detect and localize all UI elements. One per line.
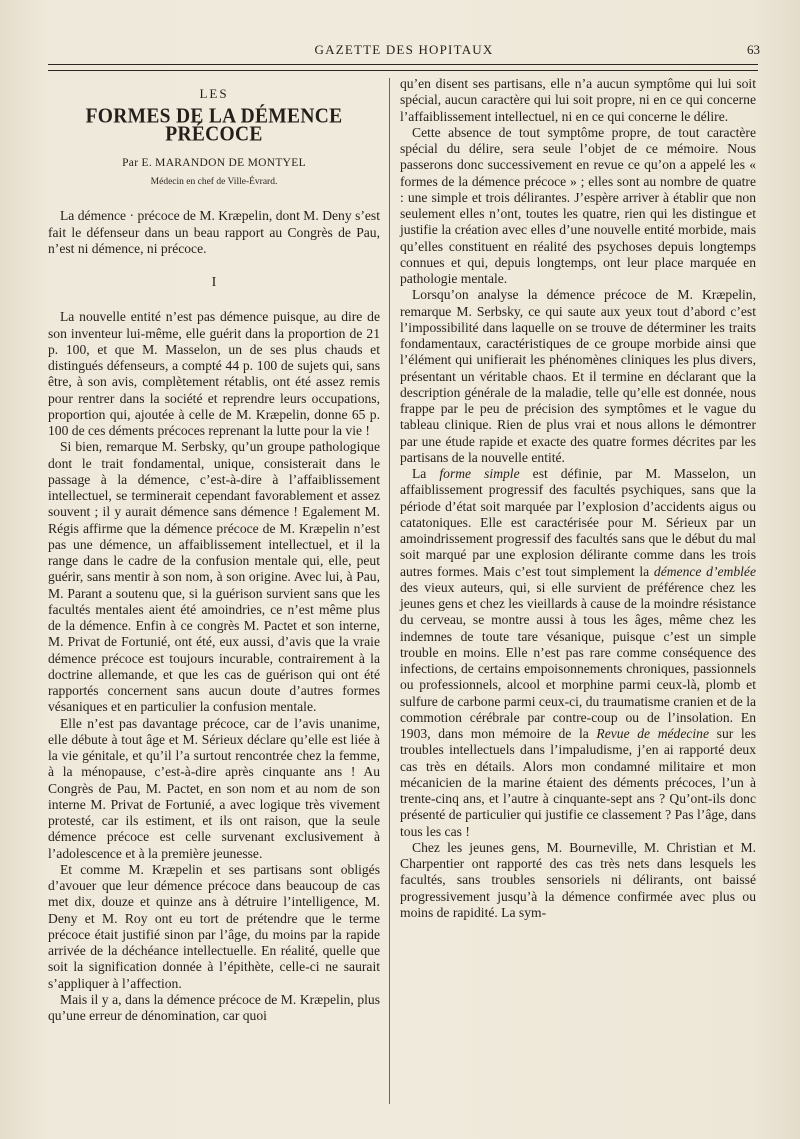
header-double-rule xyxy=(48,64,758,71)
italic-term: forme simple xyxy=(439,466,520,481)
author-role: Médecin en chef de Ville-Évrard. xyxy=(150,177,278,187)
italic-term: démence d’emblée xyxy=(653,563,756,579)
article-kicker: LES xyxy=(199,86,229,101)
paragraph: Mais il y a, dans la démence précoce de M. Kræpelin, plus qu’une erreur de dénomination, car quoi xyxy=(48,991,380,1023)
paragraph: Si bien, remarque M. Serbsky, qu’un groupe pathologique dont le trait fondamental, unique, consisterait dans le passage à la démence, c’est-à-dire à l’affaiblissement intellectuel, se terminerait cependant favorablement et assez souvent ; il y aurait démence sans démence ! Egalement M. Régis affirme que la démence précoce de M. Kræpelin n’est pas une démence, un affaiblissement intellectuel, et il la range dans le cadre de la confusion mentale qui, elle, peut guérir, sans mentir à son nom, à son origine. Avec lui, à Pau, M. Parant a soutenu que, si la guérison survient sans que les facultés mentales aient été amoindries, ce n’est même plus de la démence. Enfin à ce congrès M. Pactet et son interne, M. Privat de Fortunié, ont été, eux aussi, d’avis que la vraie démence précoce est toujours incurable, contrairement à la doctrine allemande, et que les cas de guérison qui ont été rapportés concernent sans aucun doute d’autres formes vésaniques et en particulier la confusion mentale. xyxy=(48,439,380,715)
column-divider xyxy=(389,78,390,1104)
text-run: est définie, par M. Masselon, un affaiblissement progressif des facultés psychiques, sans que la période d’état soit marquée par l’explosion d’accidents aigus ou catatoniques. Elle est caractérisée pour M. Sérieux par un amoindrissement progressif des facultés sans que le début du mal soit marqué par une explosion délirante comme dans les trois autres formes. Mais c’est tout simplement la xyxy=(400,466,756,579)
section-number: I xyxy=(211,275,217,290)
paragraph: Chez les jeunes gens, M. Bourneville, M. Christian et M. Charpentier ont rapporté des cas très nets dans lesquels les facultés, sans troubles sensoriels ni délirants, ont baissé progressivement jusqu’à la démence confirmée avec plus ou moins de rapidité. La sym- xyxy=(400,839,756,920)
running-head xyxy=(48,40,760,60)
paragraph: Lorsqu’on analyse la démence précoce de M. Kræpelin, remarque M. Serbsky, ce qui saute aux yeux tout d’abord c’est l’impossibilité dans laquelle on se trouve de déterminer les traits fondamentaux, caractéristiques de ce groupe morbide ainsi que l’élément qui unifierait les phénomènes cliniques les plus divers, présentant un véritable chaos. Et il termine en déclarant que la description générale de la maladie, telle qu’elle est donnée, nous frappe par le peu de précision des symptômes et le vague du tableau clinique. Rien de plus vrai et nous allons le démontrer par une étude rapide et exacte des quatre formes décrites par les partisans de la nouvelle entité. xyxy=(400,287,756,465)
journal-title: GAZETTE DES HOPITAUX xyxy=(314,42,494,57)
article-byline: Par E. MARANDON DE MONTYEL xyxy=(122,156,306,169)
text-run: sur les troubles intellectuels dans l’impaludisme, j’en ai rapporté deux cas très en détails. Alors mon condamné militaire et mon mécanicien de la marine étaient des déments précoces, l’un à trente-cinq ans, et l’autre à cinquante-sept ans ? Qu’ont-ils donc présenté de particulier qui justifie ce classement ? Pas l’âge, dans tous les cas ! xyxy=(400,726,757,839)
paragraph: Cette absence de tout symptôme propre, de tout caractère spécial du délire, sera seule l’objet de ce mémoire. Nous passerons donc successivement en revue ce qu’on a appelé les « formes de la démence précoce » ; elles sont au nombre de quatre : une simple et trois délirantes. J’espère arriver à établir que non seulement elles n’ont, toutes les quatre, rien qui les distingue et justifie la création avec elles d’une nouvelle entité morbide, mais qu’elles constituent en réalité des psychoses depuis longtemps connues et qui, depuis longtemps, ont leur place marquée en pathologie mentale. xyxy=(400,124,756,286)
paragraph: qu’en disent ses partisans, elle n’a aucun symptôme qui lui soit spécial, aucun caractère qui lui soit propre, ni en ce qui concerne l’affaiblissement intellectuel, ni en ce qui concerne le délire. xyxy=(400,76,756,124)
article-title: FORMES DE LA DÉMENCE PRÉCOCE xyxy=(85,105,343,147)
page-number: 63 xyxy=(747,42,760,57)
paragraph: Et comme M. Kræpelin et ses partisans sont obligés d’avouer que leur démence précoce dans beaucoup de cas met dix, douze et quinze ans à détruire l’intelligence, M. Deny et M. Roy ont eu tort de prétendre que le terme précoce était justifié sinon par l’âge, du moins par la rapide arrivée de la déchéance intellectuelle. En réalité, quelle que soit la signification donnée à l’épithète, celle-ci ne saurait s’appliquer à l’affection. xyxy=(48,861,380,991)
paragraph: La nouvelle entité n’est pas démence puisque, au dire de son inventeur lui-même, elle guérit dans la proportion de 21 p. 100, et que M. Masselon, un de ses plus chauds et distingués défenseurs, a compté 44 p. 100 de sujets qui, sans être, à son avis, complètement rétablis, ont été assez remis pour rentrer dans la société et reprendre leurs occupations, proportion qui, ajoutée à celle de M. Kræpelin, donne 65 p. 100 de ces déments précoces reprenant la lutte pour la vie ! xyxy=(48,309,380,438)
italic-journal-title: Revue de médecine xyxy=(596,726,710,741)
paragraph: Elle n’est pas davantage précoce, car de l’avis unanime, elle débute à tout âge et M. Sérieux déclare qu’elle est liée à la vie génitale, et qu’il l’a surtout rencontrée chez la femme, à la ménopause, c’est-à-dire après cinquante ans ! Au Congrès de Pau, M. Pactet, en son nom et au nom de son interne M. Privat de Fortunié, a avec logique très vivement protesté, car ils estiment, et ils ont raison, que la seule démence précoce est celle survenant exclusivement à l’adolescence et à la première jeunesse. xyxy=(48,715,380,861)
left-column xyxy=(48,76,380,1024)
text-run: La xyxy=(412,466,440,481)
paragraph-forme-simple xyxy=(400,466,756,840)
text-run: des vieux auteurs, qui, si elle survient de préférence chez les jeunes gens et chez les vieillards à cause de la moindre résistance du cerveau, se montre aussi à tous les âges, même chez les indemnes de toute tare vésanique, puisque c’est un simple trouble en moins. Elle n’est pas rare comme conséquence des infections, de certains empoisonnements chroniques, passionnels ou professionnels, alcool et morphine parmi ceux-là, plomb et sulfure de carbone parmi ceux-ci, du traumatisme cranien et de la commotion cérébrale par contre-coup ou de l’insolation. En 1903, dans mon mémoire de la xyxy=(400,579,756,741)
right-column xyxy=(400,76,756,921)
intro-paragraph: La démence · précoce de M. Kræpelin, dont M. Deny s’est fait le défenseur dans un beau rapport au Congrès de Pau, n’est ni démence, ni précoce. xyxy=(48,208,380,256)
